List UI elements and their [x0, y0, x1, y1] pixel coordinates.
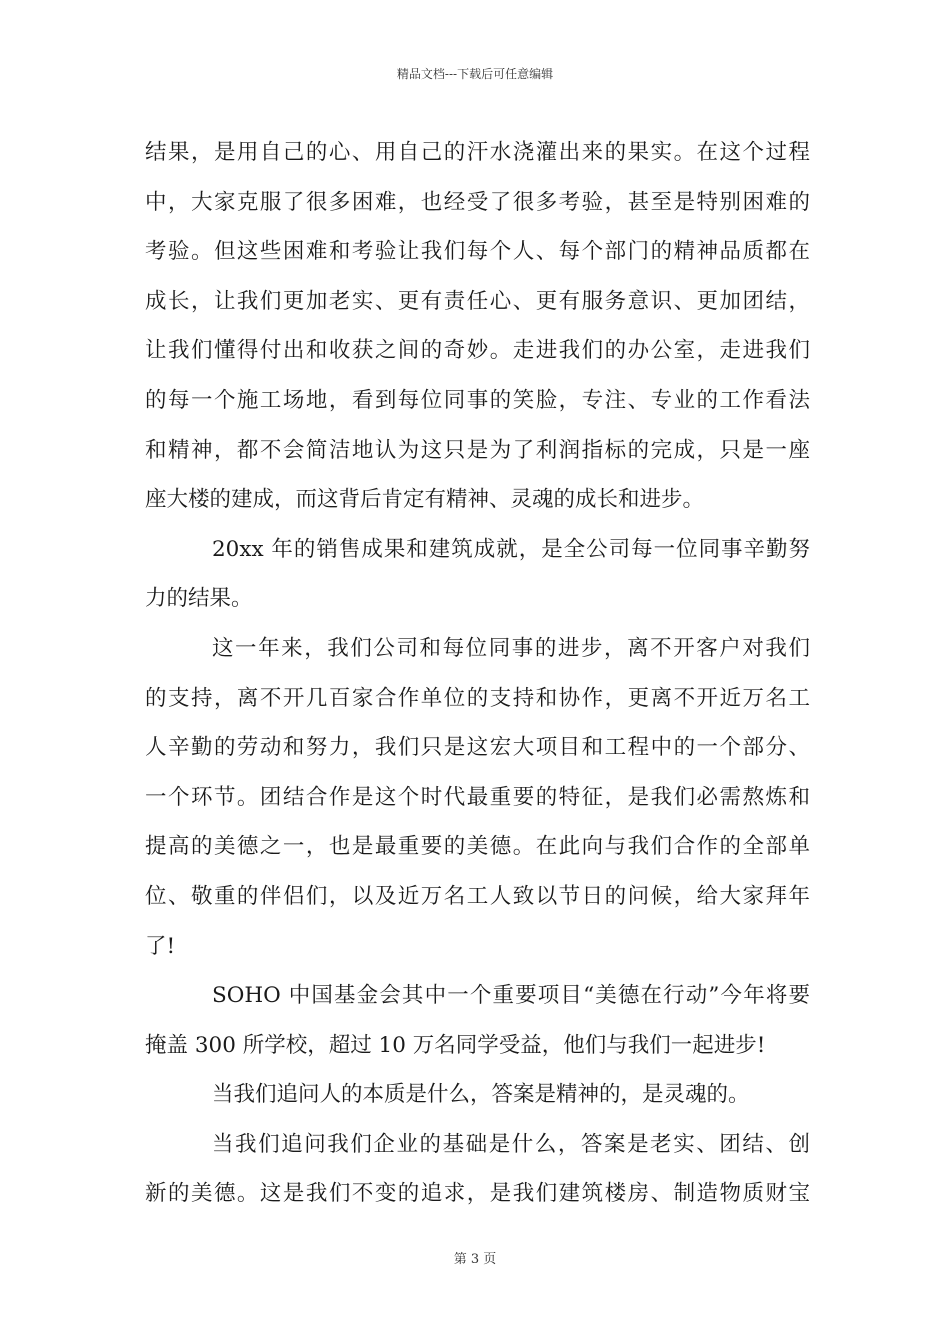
body-line: 成长，让我们更加老实、更有责任心、更有服务意识、更加团结， — [145, 288, 810, 314]
body-line: 考验。但这些困难和考验让我们每个人、每个部门的精神品质都在 — [145, 239, 810, 265]
body-line: 和精神，都不会简洁地认为这只是为了利润指标的完成，只是一座 — [145, 437, 810, 463]
body-line: 这一年来，我们公司和每位同事的进步，离不开客户对我们 — [212, 635, 810, 661]
body-line: 当我们追问我们企业的基础是什么，答案是老实、团结、创 — [212, 1131, 810, 1157]
body-line: 掩盖 300 所学校，超过 10 万名同学受益，他们与我们一起进步! — [145, 1032, 766, 1058]
body-line: 的支持，离不开几百家合作单位的支持和协作，更离不开近万名工 — [145, 685, 810, 711]
body-line: 新的美德。这是我们不变的追求，是我们建筑楼房、制造物质财宝 — [145, 1181, 810, 1207]
page-header: 精品文档---下载后可任意编辑 — [396, 67, 554, 81]
body-line: 提高的美德之一，也是最重要的美德。在此向与我们合作的全部单 — [145, 834, 810, 860]
body-line: SOHO 中国基金会其中一个重要项目“美德在行动”今年将要 — [212, 983, 810, 1009]
body-line: 位、敬重的伴侣们，以及近万名工人致以节日的问候，给大家拜年 — [145, 883, 810, 909]
body-line: 人辛勤的劳动和努力，我们只是这宏大项目和工程中的一个部分、 — [145, 735, 810, 761]
body-line: 座大楼的建成，而这背后肯定有精神、灵魂的成长和进步。 — [145, 487, 705, 513]
body-line: 当我们追问人的本质是什么，答案是精神的，是灵魂的。 — [212, 1082, 750, 1108]
body-line: 的每一个施工场地，看到每位同事的笑脸，专注、专业的工作看法 — [145, 387, 810, 413]
body-line: 结果，是用自己的心、用自己的汗水浇灌出来的果实。在这个过程 — [145, 140, 810, 165]
body-line: 力的结果。 — [145, 586, 253, 612]
body-line: 让我们懂得付出和收获之间的奇妙。走进我们的办公室，走进我们 — [145, 338, 810, 364]
body-line: 20xx 年的销售成果和建筑成就，是全公司每一位同事辛勤努 — [212, 536, 810, 562]
document-body — [145, 128, 810, 1219]
page-number: 第 3 页 — [453, 1252, 497, 1267]
body-line: 中，大家克服了很多困难，也经受了很多考验，甚至是特别困难的 — [145, 189, 810, 215]
body-line: 一个环节。团结合作是这个时代最重要的特征，是我们必需熬炼和 — [145, 784, 810, 810]
body-line: 了! — [145, 933, 176, 959]
